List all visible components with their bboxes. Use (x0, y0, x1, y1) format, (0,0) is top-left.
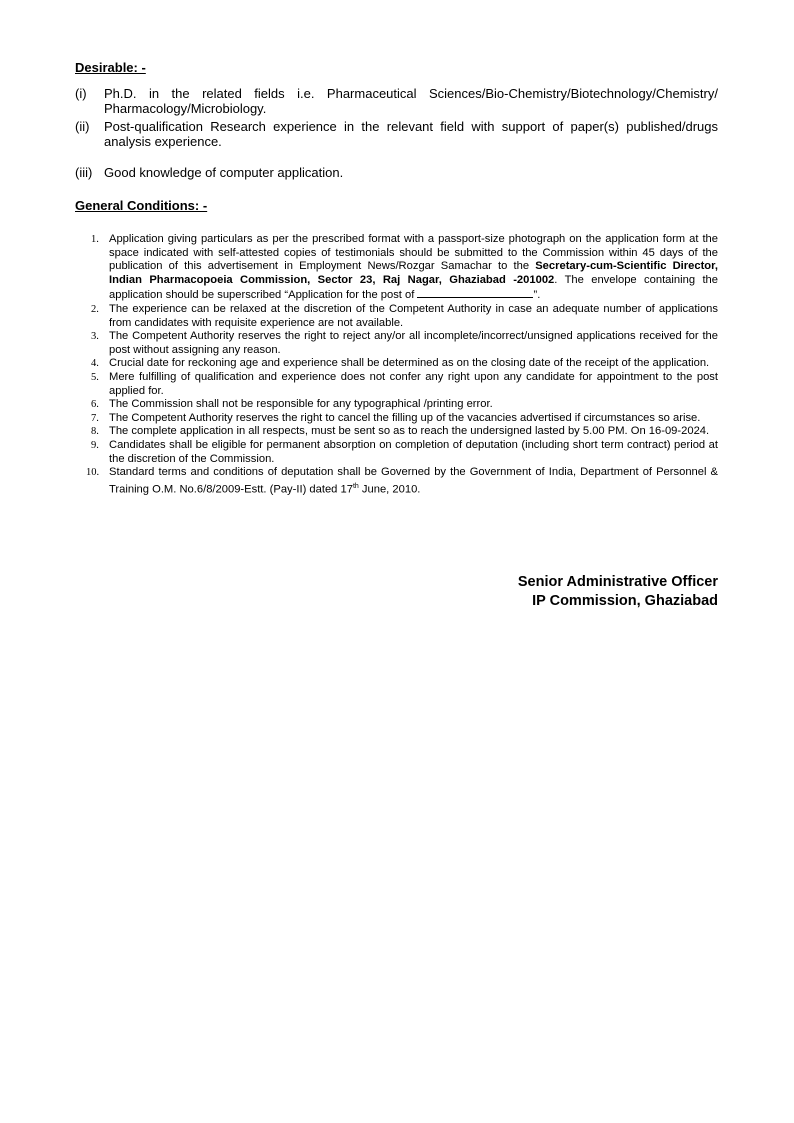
item-text: The Competent Authority reserves the right to reject any/or all incomplete/incorrect/unsigned applications received for the post without assigning any reason. (109, 330, 718, 356)
general-conditions-list (75, 233, 718, 497)
desirable-list (75, 86, 718, 180)
list-item (75, 466, 718, 497)
item-text: The complete application in all respects, must be sent so as to reach the undersigned lasted by 5.00 PM. On 16-09-2024. (109, 425, 710, 438)
item-text: Good knowledge of computer application. (104, 165, 344, 180)
item-text: Ph.D. in the related fields i.e. Pharmaceutical Sciences/Bio-Chemistry/Biotechnology/Chemistry/ Pharmacology/Microbiology. (104, 86, 718, 116)
item-number: 2. (91, 303, 99, 315)
item-text: The experience can be relaxed at the discretion of the Competent Authority in case an adequate number of applications from candidates with requisite experience are not available. (109, 302, 718, 329)
address-bold: Secretary-cum-Scientific Director, Indian Pharmacopoeia Commission, Sector 23, Raj Nagar, Ghaziabad -201002 (109, 260, 718, 286)
item-number: 9. (91, 439, 99, 451)
signatory-title: Senior Administrative Officer (517, 574, 718, 590)
list-item (75, 425, 718, 439)
list-item (75, 303, 718, 330)
item-number: 10. (86, 467, 100, 479)
list-item (75, 371, 718, 398)
list-item (75, 86, 718, 116)
list-item (75, 412, 718, 426)
item-number: 7. (91, 412, 99, 424)
document-body (75, 60, 718, 497)
item-text: Application giving particulars as per the prescribed format with a passport-size photograph on the application form at the space indicated with self-attested copies of testimonials should be submitted to the Commission within 45 days of the publication of this advertisement in Employment News/Rozgar Samachar to the Secretary-cum-Scientific Director, Indian Pharmacopoeia Commission, Sector 23, Raj Nagar, Ghaziabad -201002. The envelope containing the application should be superscribed “Application for the post of ”. (109, 233, 718, 302)
list-item (75, 119, 718, 149)
signature-block (518, 573, 718, 611)
item-number: 6. (91, 399, 99, 411)
item-text: Post-qualification Research experience in the relevant field with support of paper(s) published/drugs analysis experience. (104, 119, 718, 149)
item-number: 3. (91, 331, 99, 343)
item-number: 8. (91, 426, 99, 438)
list-item (75, 233, 718, 303)
item-text: The Competent Authority reserves the right to cancel the filling up of the vacancies advertised if circumstances so arise. (109, 411, 701, 424)
item-number: (i) (75, 86, 87, 101)
item-number: 5. (91, 371, 99, 383)
item-text: Mere fulfilling of qualification and experience does not confer any right upon any candidate for appointment to the post applied for. (109, 370, 718, 397)
desirable-heading: Desirable: - (75, 60, 146, 75)
item-text: Crucial date for reckoning age and experience shall be determined as on the closing date of the receipt of the application. (109, 357, 710, 370)
item-number: 1. (91, 234, 99, 245)
item-number: (iii) (75, 165, 93, 180)
list-item (75, 330, 718, 357)
item-number: (ii) (75, 119, 90, 134)
list-item (75, 439, 718, 466)
signatory-organization: IP Commission, Ghaziabad (532, 593, 718, 609)
list-item (75, 357, 718, 371)
item-text: Standard terms and conditions of deputation shall be Governed by the Government of India, Department of Personnel & Training O.M. No.6/8/2009-Estt. (Pay-II) dated 17th June, 2010. (109, 466, 718, 496)
list-item (75, 398, 718, 412)
general-conditions-heading: General Conditions: - (75, 198, 208, 213)
item-number: 4. (91, 358, 99, 370)
item-text: The Commission shall not be responsible for any typographical /printing error. (109, 398, 493, 411)
list-item (75, 165, 718, 180)
post-blank-line (417, 287, 533, 298)
item-text: Candidates shall be eligible for permanent absorption on completion of deputation (including short term contract) period at the discretion of the Commission. (109, 438, 718, 465)
